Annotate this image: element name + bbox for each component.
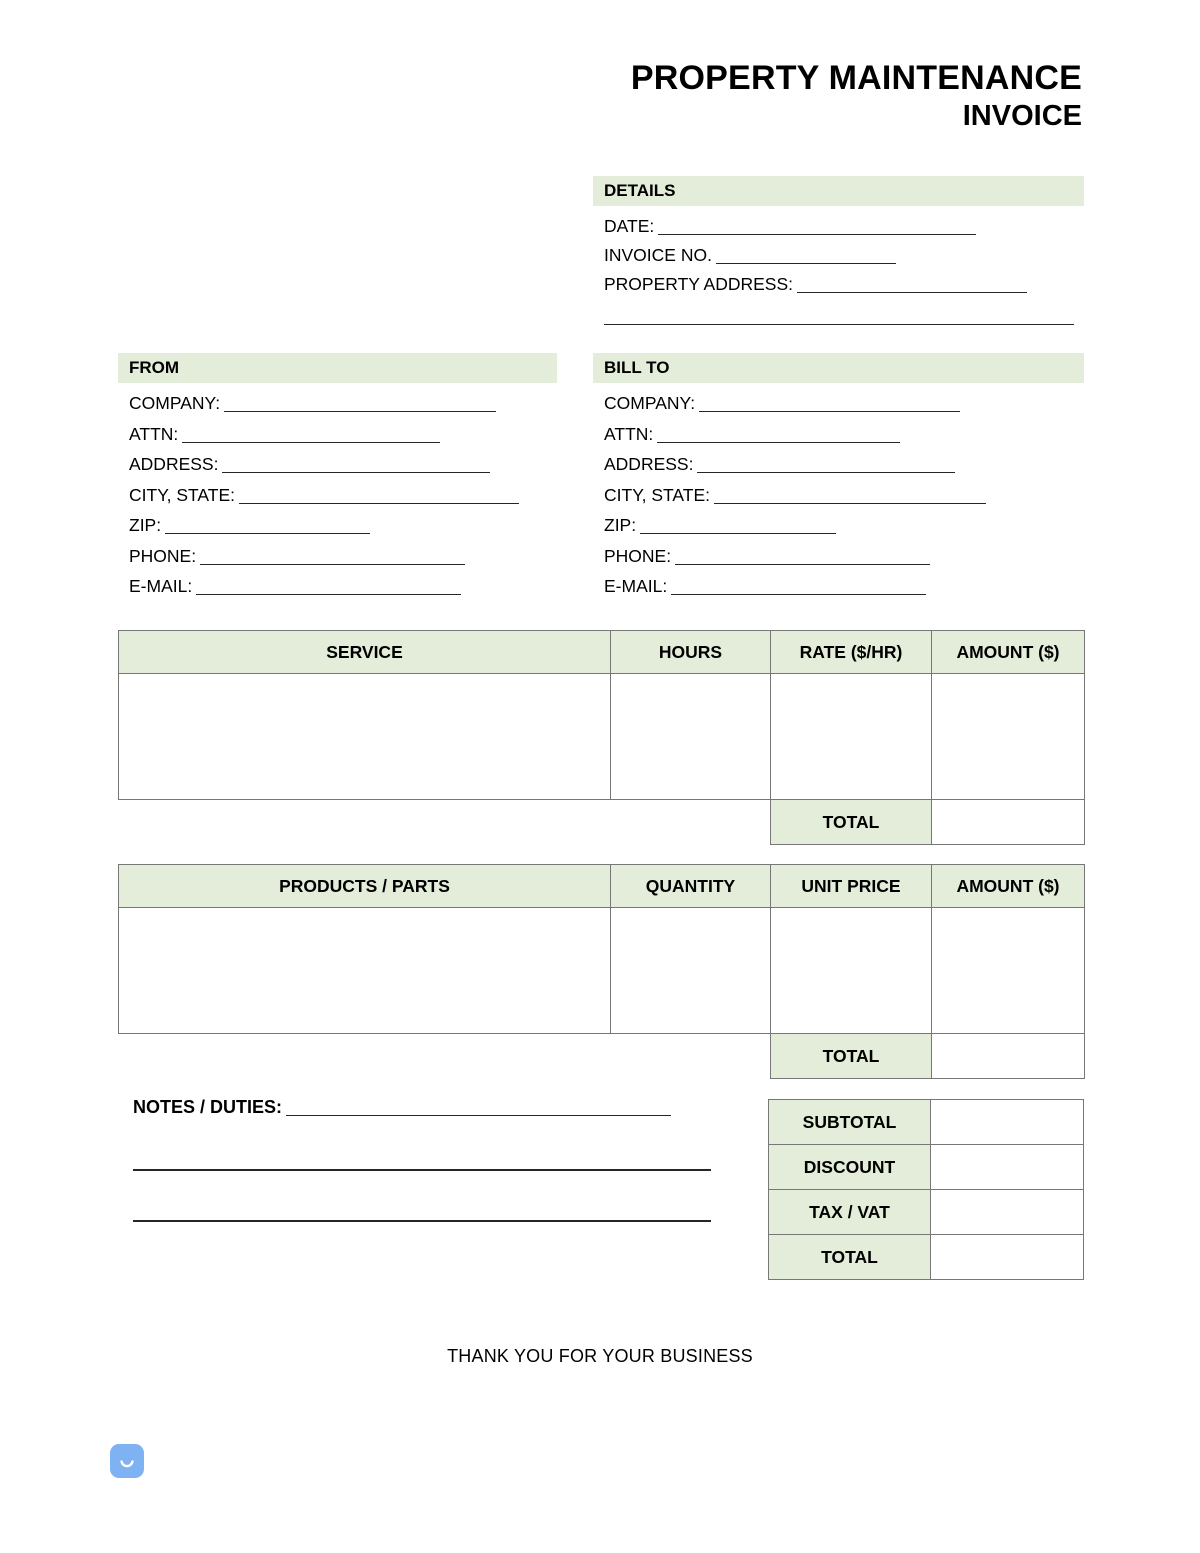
footer-thank-you: THANK YOU FOR YOUR BUSINESS [447, 1346, 753, 1366]
products-total-value[interactable] [932, 1034, 1085, 1079]
bill-to-row-address [593, 449, 1084, 480]
products-header-row [119, 865, 1085, 908]
services-cell-service[interactable] [119, 674, 611, 800]
from-input-company[interactable] [224, 394, 496, 412]
from-row-company [118, 388, 557, 419]
from-input-attn[interactable] [182, 425, 440, 443]
products-col-product: PRODUCTS / PARTS [119, 865, 611, 908]
details-label-date: DATE: [604, 216, 655, 236]
services-total-spacer [119, 800, 771, 845]
from-label-city-state: CITY, STATE: [129, 484, 235, 505]
details-row-invoice-no [593, 241, 1084, 270]
from-row-attn [118, 419, 557, 450]
details-heading: DETAILS [593, 176, 1084, 206]
services-cell-rate[interactable] [771, 674, 932, 800]
from-fields [118, 383, 557, 602]
products-table [118, 864, 1085, 1079]
summary-label-tax-vat: TAX / VAT [769, 1190, 931, 1235]
bill-to-input-address[interactable] [697, 455, 955, 473]
from-input-zip[interactable] [165, 516, 370, 534]
from-row-city-state [118, 480, 557, 511]
bill-to-fields [593, 383, 1084, 602]
details-row-property-address [593, 270, 1084, 299]
from-input-email[interactable] [196, 577, 461, 595]
products-cell-amount[interactable] [932, 908, 1085, 1034]
bill-to-heading: BILL TO [593, 353, 1084, 383]
notes-section [133, 1094, 711, 1222]
bill-to-label-attn: ATTN: [604, 423, 654, 444]
bill-to-label-company: COMPANY: [604, 393, 696, 413]
from-label-company: COMPANY: [129, 393, 221, 413]
details-row-date [593, 212, 1084, 241]
details-input-property-address[interactable] [797, 275, 1027, 293]
services-col-hours: HOURS [611, 631, 771, 674]
details-row-property-address-cont [593, 299, 1084, 325]
services-table [118, 630, 1085, 845]
bill-to-input-zip[interactable] [640, 516, 836, 534]
services-col-rate: RATE ($/HR) [771, 631, 932, 674]
notes-input-line-1[interactable] [286, 1098, 671, 1116]
from-row-address [118, 449, 557, 480]
bill-to-label-city-state: CITY, STATE: [604, 484, 710, 505]
summary-value-subtotal[interactable] [931, 1100, 1084, 1145]
services-col-service: SERVICE [119, 631, 611, 674]
services-header-row [119, 631, 1085, 674]
title-main: PROPERTY MAINTENANCE [630, 59, 1082, 97]
products-total-row [119, 1034, 1085, 1079]
from-label-email: E-MAIL: [129, 576, 193, 596]
details-fields [593, 206, 1084, 325]
bill-to-input-company[interactable] [699, 394, 960, 412]
bill-to-row-zip [593, 510, 1084, 541]
bill-to-input-attn[interactable] [657, 425, 900, 443]
bill-to-row-company [593, 388, 1084, 419]
products-cell-quantity[interactable] [611, 908, 771, 1034]
summary-row-subtotal [769, 1100, 1084, 1145]
services-cell-hours[interactable] [611, 674, 771, 800]
products-cell-product[interactable] [119, 908, 611, 1034]
details-label-invoice-no: INVOICE NO. [604, 245, 712, 265]
bill-to-row-phone [593, 541, 1084, 572]
services-total-label: TOTAL [771, 800, 932, 845]
services-total-value[interactable] [932, 800, 1085, 845]
from-input-phone[interactable] [200, 547, 465, 565]
bill-to-section [593, 353, 1084, 602]
bill-to-label-phone: PHONE: [604, 545, 672, 566]
summary-row-discount [769, 1145, 1084, 1190]
from-input-address[interactable] [222, 455, 490, 473]
details-input-invoice-no[interactable] [716, 246, 896, 264]
summary-row-total [769, 1235, 1084, 1280]
page-title [120, 58, 1082, 134]
services-total-row [119, 800, 1085, 845]
summary-row-tax-vat [769, 1190, 1084, 1235]
services-table-row [119, 674, 1085, 800]
products-cell-unit-price[interactable] [771, 908, 932, 1034]
summary-label-total: TOTAL [769, 1235, 931, 1280]
services-cell-amount[interactable] [932, 674, 1085, 800]
details-label-property-address: PROPERTY ADDRESS: [604, 274, 793, 294]
title-sub: INVOICE [962, 100, 1082, 132]
bill-to-label-email: E-MAIL: [604, 576, 668, 596]
from-label-address: ADDRESS: [129, 454, 219, 474]
from-row-phone [118, 541, 557, 572]
bill-to-input-phone[interactable] [675, 547, 930, 565]
bill-to-row-email [593, 571, 1084, 602]
summary-value-tax-vat[interactable] [931, 1190, 1084, 1235]
summary-value-discount[interactable] [931, 1145, 1084, 1190]
products-col-unit-price: UNIT PRICE [771, 865, 932, 908]
from-row-zip [118, 510, 557, 541]
summary-label-discount: DISCOUNT [769, 1145, 931, 1190]
products-col-amount: AMOUNT ($) [932, 865, 1085, 908]
bill-to-input-city-state[interactable] [714, 486, 986, 504]
details-section [593, 176, 1084, 325]
from-heading: FROM [118, 353, 557, 383]
products-table-row [119, 908, 1085, 1034]
products-total-spacer [119, 1034, 771, 1079]
from-row-email [118, 571, 557, 602]
details-input-property-address-line2[interactable] [604, 305, 1074, 325]
from-section [118, 353, 557, 602]
from-label-phone: PHONE: [129, 545, 197, 566]
from-label-zip: ZIP: [129, 515, 162, 535]
from-input-city-state[interactable] [239, 486, 519, 504]
notes-input-line-2[interactable] [133, 1120, 711, 1171]
summary-value-total[interactable] [931, 1235, 1084, 1280]
products-total-label: TOTAL [771, 1034, 932, 1079]
smile-bag-logo-icon[interactable] [110, 1444, 144, 1478]
details-input-date[interactable] [658, 217, 976, 235]
bill-to-row-attn [593, 419, 1084, 450]
notes-label: NOTES / DUTIES: [133, 1097, 283, 1117]
summary-table [768, 1099, 1084, 1280]
bill-to-label-address: ADDRESS: [604, 454, 694, 474]
summary-label-subtotal: SUBTOTAL [769, 1100, 931, 1145]
bill-to-input-email[interactable] [671, 577, 926, 595]
products-col-quantity: QUANTITY [611, 865, 771, 908]
notes-input-line-3[interactable] [133, 1171, 711, 1222]
notes-label-row [133, 1094, 711, 1120]
bill-to-row-city-state [593, 480, 1084, 511]
from-label-attn: ATTN: [129, 423, 179, 444]
services-col-amount: AMOUNT ($) [932, 631, 1085, 674]
bill-to-label-zip: ZIP: [604, 515, 637, 535]
